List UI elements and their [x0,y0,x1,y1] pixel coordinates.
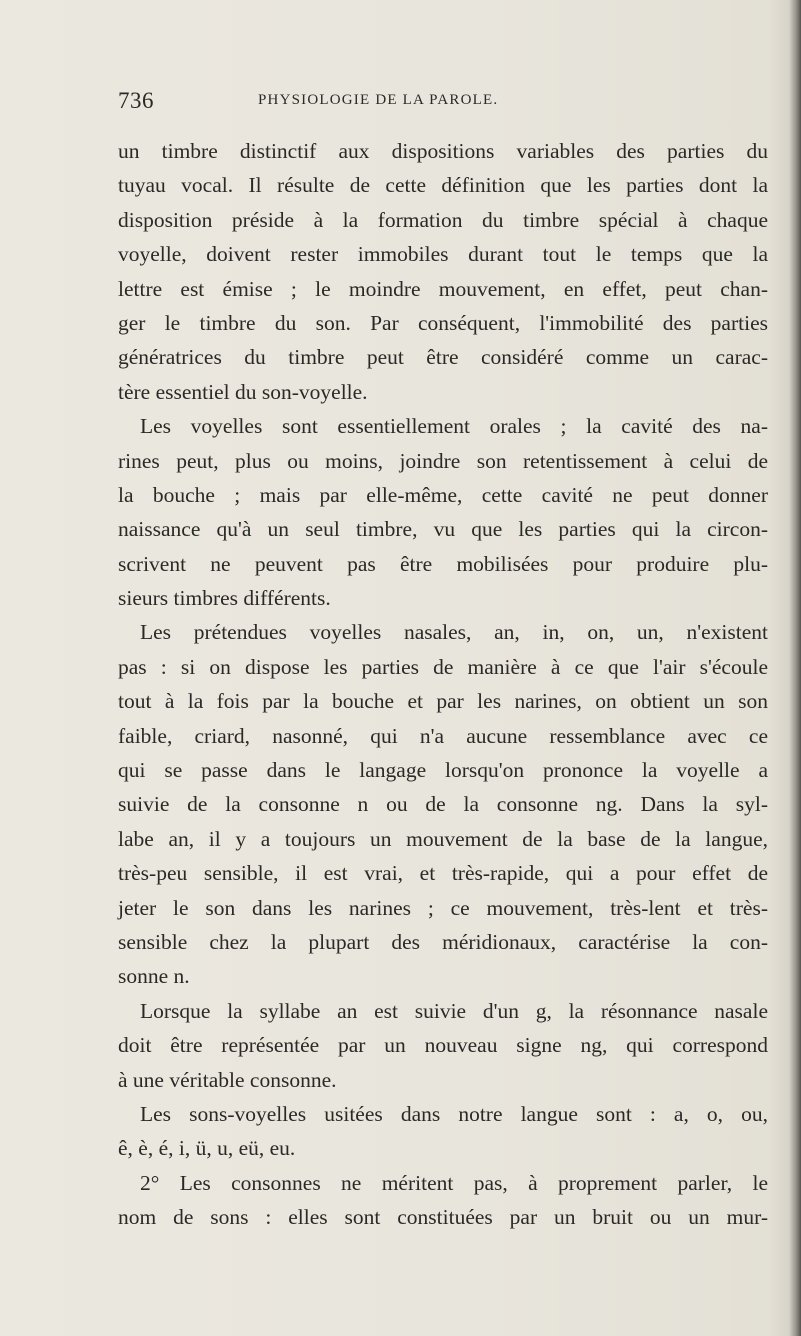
text-line: à une véritable consonne. [118,1067,337,1092]
text-line: naissance qu'à un seul timbre, vu que les parties qui la circon- [118,517,768,542]
text-line: génératrices du timbre peut être considéré comme un carac- [118,345,768,370]
text-line: tout à la fois par la bouche et par les narines, on obtient un son [118,689,768,714]
text-line: Lorsque la syllabe an est suivie d'un g, la résonnance nasale [140,998,768,1023]
text-line: un timbre distinctif aux dispositions variables des parties du [118,139,768,163]
text-line: Les voyelles sont essentiellement orales ; la cavité des na- [140,414,768,439]
text-line: disposition préside à la formation du timbre spécial à chaque [118,207,768,232]
text-line: jeter le son dans les narines ; ce mouvement, très-lent et très- [118,895,768,920]
body-text [118,134,768,1235]
text-line: voyelle, doivent rester immobiles durant tout le temps que la [118,242,768,267]
text-line: ger le timbre du son. Par conséquent, l'immobilité des parties [118,310,768,335]
text-line: tère essentiel du son-voyelle. [118,379,368,404]
text-line: qui se passe dans le langage lorsqu'on prononce la voyelle a [118,758,768,783]
text-line: Les sons-voyelles usitées dans notre langue sont : a, o, ou, [140,1101,768,1126]
text-line: sensible chez la plupart des méridionaux, caractérise la con- [118,929,768,954]
text-line: pas : si on dispose les parties de manière à ce que l'air s'écoule [118,654,768,679]
page-edge-shadow [789,0,801,1336]
page-header [0,88,801,116]
text-line: tuyau vocal. Il résulte de cette définition que les parties dont la [118,173,768,198]
text-line: suivie de la consonne n ou de la consonne ng. Dans la syl- [118,792,768,817]
running-title: PHYSIOLOGIE DE LA PAROLE. [258,92,499,108]
text-line: faible, criard, nasonné, qui n'a aucune ressemblance avec ce [118,723,768,748]
text-line: sonne n. [118,964,190,989]
text-line: 2° Les consonnes ne méritent pas, à proprement parler, le [140,1170,768,1195]
text-line: Les prétendues voyelles nasales, an, in, on, un, n'existent [140,620,768,645]
text-line: ê, è, é, i, ü, u, eü, eu. [118,1136,296,1161]
text-line: doit être représentée par un nouveau signe ng, qui correspond [118,1033,768,1058]
text-line: labe an, il y a toujours un mouvement de la base de la langue, [118,826,768,851]
text-line: scrivent ne peuvent pas être mobilisées pour produire plu- [118,551,768,576]
text-line: la bouche ; mais par elle-même, cette cavité ne peut donner [118,482,768,507]
text-line: nom de sons : elles sont constituées par un bruit ou un mur- [118,1205,768,1230]
page-number: 736 [118,88,154,113]
text-line: sieurs timbres différents. [118,586,331,611]
text-line: lettre est émise ; le moindre mouvement, en effet, peut chan- [118,276,768,301]
text-line: rines peut, plus ou moins, joindre son retentissement à celui de [118,448,768,473]
text-line: très-peu sensible, il est vrai, et très-rapide, qui a pour effet de [118,861,768,886]
